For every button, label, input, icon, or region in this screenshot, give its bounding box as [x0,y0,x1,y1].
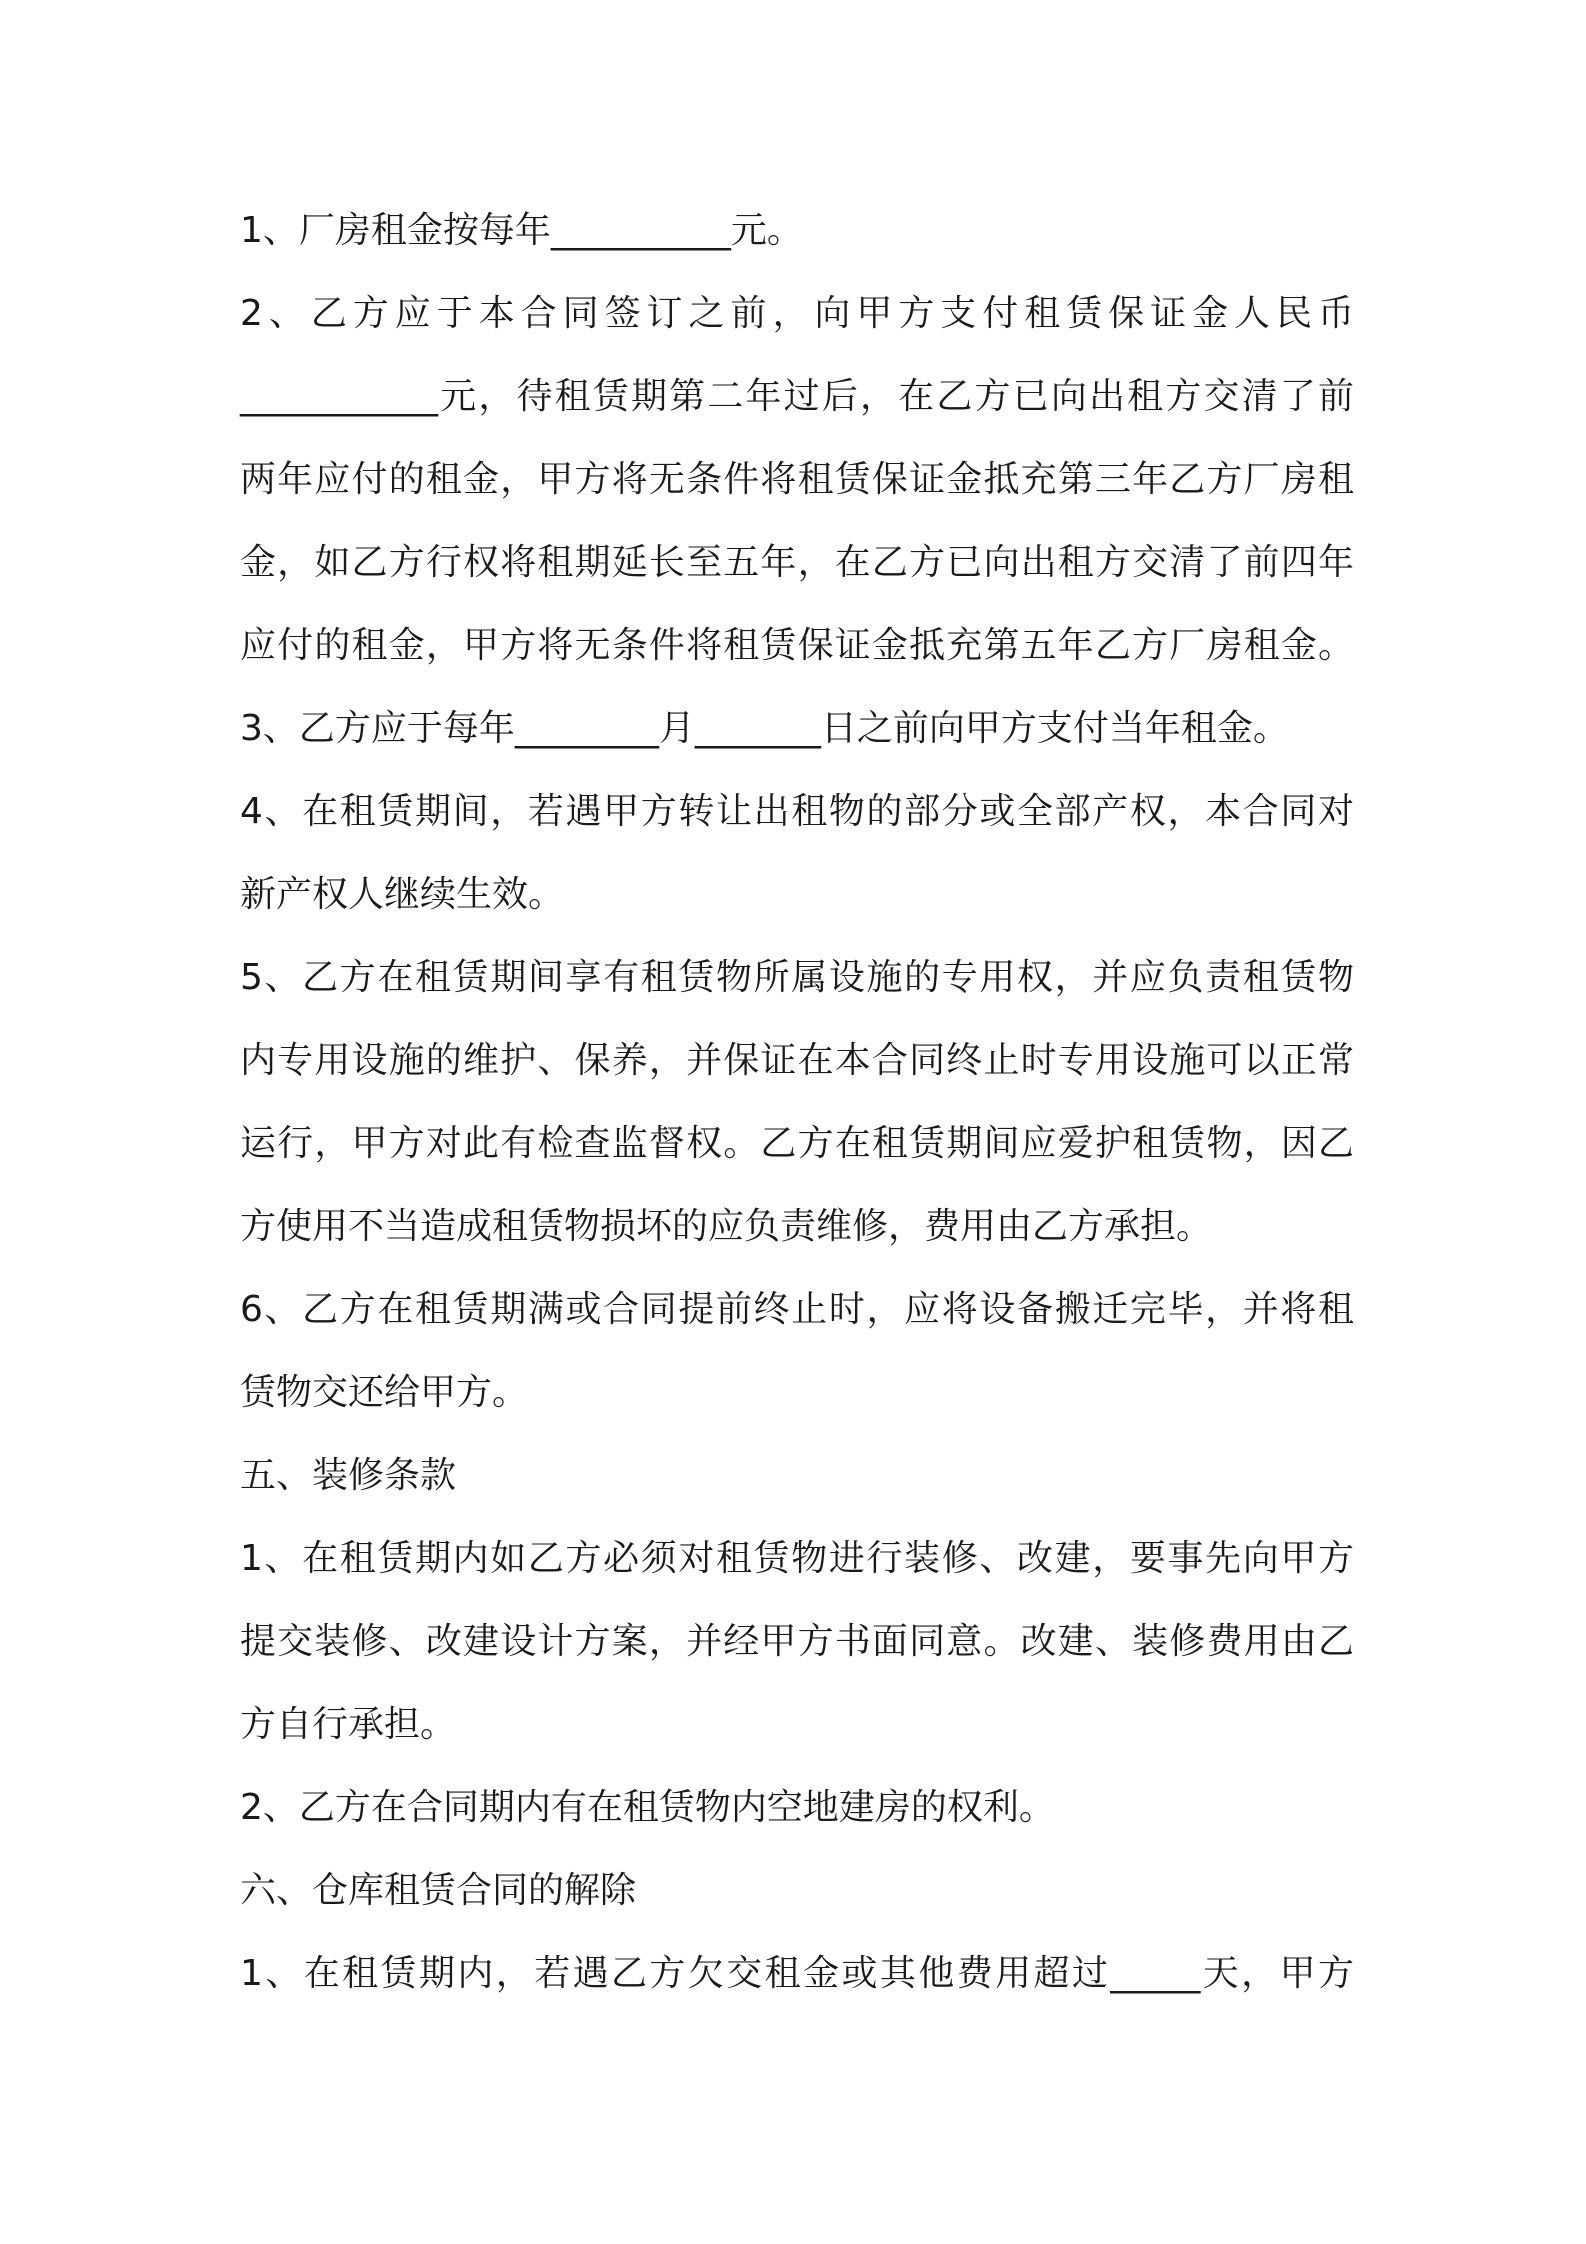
clause-deposit-line-2: ___________元，待租赁期第二年过后，在乙方已向出租方交清了前 [240,376,1354,417]
clause-deposit-line-5: 应付的租金，甲方将无条件将租赁保证金抵充第五年乙方厂房租金。 [240,625,1354,666]
clause-facilities-line-1: 5、乙方在租赁期间享有租赁物所属设施的专用权，并应负责租赁物 [240,957,1354,998]
clause-facilities-line-2: 内专用设施的维护、保养，并保证在本合同终止时专用设施可以正常 [240,1040,1354,1081]
clause-transfer-line-1: 4、在租赁期间，若遇甲方转让出租物的部分或全部产权，本合同对 [240,791,1354,832]
clause-facilities-line-3: 运行，甲方对此有检查监督权。乙方在租赁期间应爱护租赁物，因乙 [240,1123,1354,1164]
section-heading-renovation: 五、装修条款 [240,1455,457,1496]
clause-renovation-line-2: 提交装修、改建设计方案，并经甲方书面同意。改建、装修费用由乙 [240,1621,1354,1662]
clause-facilities-line-4: 方使用不当造成租赁物损坏的应负责维修，费用由乙方承担。 [240,1206,1213,1247]
clause-deposit-line-1: 2、乙方应于本合同签订之前，向甲方支付租赁保证金人民币 [240,293,1354,334]
clause-transfer-line-2: 新产权人继续生效。 [240,874,565,915]
clause-deposit-line-4: 金，如乙方行权将租期延长至五年，在乙方已向出租方交清了前四年 [240,542,1354,583]
clause-return-line-2: 赁物交还给甲方。 [240,1372,529,1413]
clause-return-line-1: 6、乙方在租赁期满或合同提前终止时，应将设备搬迁完毕，并将租 [240,1289,1354,1330]
clause-deposit-line-3: 两年应付的租金，甲方将无条件将租赁保证金抵充第三年乙方厂房租 [240,459,1354,500]
clause-renovation-line-1: 1、在租赁期内如乙方必须对租赁物进行装修、改建，要事先向甲方 [240,1538,1354,1579]
clause-renovation-line-3: 方自行承担。 [240,1704,457,1745]
clause-termination-line-1: 1、在租赁期内，若遇乙方欠交租金或其他费用超过_____天，甲方 [240,1953,1354,1994]
clause-rent-annual: 1、厂房租金按每年__________元。 [240,210,803,251]
clause-payment-date: 3、乙方应于每年________月_______日之前向甲方支付当年租金。 [240,708,1289,749]
clause-construction-right: 2、乙方在合同期内有在租赁物内空地建房的权利。 [240,1787,1055,1828]
section-heading-termination: 六、仓库租赁合同的解除 [240,1870,637,1911]
